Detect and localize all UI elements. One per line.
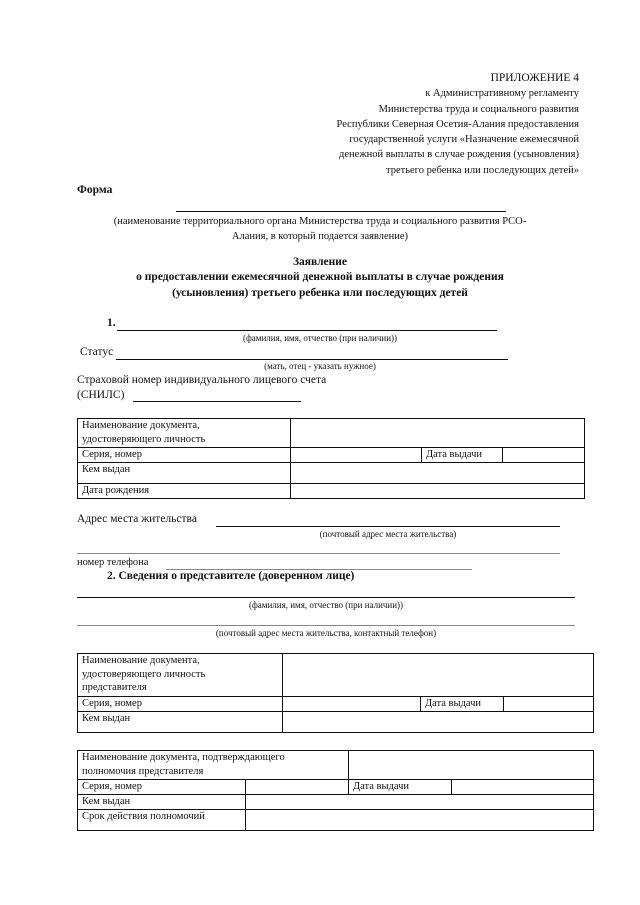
title-line1: Заявление [292, 256, 347, 268]
rep-issue-date-label: Дата выдачи [421, 697, 504, 712]
authority-document-table [77, 750, 594, 831]
appendix-line: Республики Северная Осетия-Алания предоставления [336, 118, 579, 130]
table-row [78, 448, 585, 463]
snils-label-line2: (СНИЛС) [77, 389, 125, 401]
table-row [78, 712, 594, 733]
appendix-line: третьего ребенка или последующих детей» [386, 164, 579, 176]
representative-address-field[interactable] [77, 625, 575, 626]
auth-issued-by-label: Кем выдан [78, 795, 246, 810]
issue-date-cell[interactable] [503, 448, 585, 463]
table-row [78, 780, 594, 795]
representative-address-caption: (почтовый адрес места жительства, контактный телефон) [215, 628, 437, 638]
table-row [78, 751, 594, 780]
birth-date-cell[interactable] [291, 484, 585, 499]
table-row [78, 463, 585, 484]
applicant-fio-field[interactable] [117, 330, 497, 331]
table-row [78, 484, 585, 499]
representative-fio-caption: (фамилия, имя, отчество (при наличии)) [248, 600, 404, 610]
validity-cell[interactable] [246, 810, 594, 831]
status-label: Статус [80, 346, 114, 358]
issue-date-label: Дата выдачи [422, 448, 503, 463]
appendix-line: Министерства труда и социального развития [378, 103, 579, 115]
appendix-block [279, 71, 579, 178]
section2-title: 2. Сведения о представителе (доверенном лице) [107, 570, 355, 582]
doc-name-line1: Наименование документа, [82, 420, 200, 431]
auth-doc-name-line1: Наименование документа, подтверждающего [82, 752, 285, 763]
series-label: Серия, номер [78, 448, 291, 463]
snils-label-line1: Страховой номер индивидуального лицевого счета [77, 374, 327, 386]
rep-doc-name-line2: удостоверяющего личность [82, 668, 206, 680]
address-label: Адрес места жительства [77, 513, 197, 525]
title-line2: о предоставлении ежемесячной денежной выплаты в случае рождения [136, 271, 504, 284]
auth-issue-date-label: Дата выдачи [349, 780, 452, 795]
section1-number: 1. [107, 317, 116, 329]
rep-issued-by-label: Кем выдан [78, 712, 283, 733]
table-row [78, 795, 594, 810]
auth-series-cell[interactable] [246, 780, 349, 795]
status-caption: (мать, отец - указать нужное) [264, 361, 376, 371]
auth-doc-name-cell[interactable] [349, 751, 594, 780]
rep-series-label: Серия, номер [78, 697, 283, 712]
title-line3: (усыновления) третьего ребенка или последующих детей [172, 286, 468, 299]
rep-issue-date-cell[interactable] [504, 697, 594, 712]
document-title [77, 255, 563, 301]
doc-name-line2: удостоверяющего личность [82, 433, 206, 445]
auth-doc-name-line2: полномочия представителя [82, 765, 204, 777]
address-field[interactable] [216, 526, 560, 527]
table-row [78, 419, 585, 448]
doc-name-cell[interactable] [291, 419, 585, 448]
appendix-heading: ПРИЛОЖЕНИЕ 4 [490, 72, 579, 84]
applicant-document-table [77, 418, 585, 499]
rep-issued-by-cell[interactable] [283, 712, 594, 733]
auth-doc-name-label [78, 751, 349, 780]
table-row [78, 810, 594, 831]
status-field[interactable] [116, 359, 508, 360]
address-field-line2[interactable] [77, 553, 560, 554]
auth-issued-by-cell[interactable] [246, 795, 594, 810]
phone-label: номер телефона [77, 557, 149, 568]
snils-label [77, 373, 326, 403]
representative-fio-field[interactable] [77, 597, 575, 598]
rep-doc-name-label [78, 654, 283, 697]
issued-by-label: Кем выдан [78, 463, 291, 484]
series-cell[interactable] [291, 448, 422, 463]
form-label: Форма [77, 184, 113, 196]
validity-label: Срок действия полномочий [78, 810, 246, 831]
auth-issue-date-cell[interactable] [452, 780, 594, 795]
rep-doc-name-line3: представителя [82, 682, 147, 693]
representative-document-table [77, 653, 594, 733]
organ-caption-line2: Алания, в который подается заявление) [231, 231, 409, 242]
birth-date-label: Дата рождения [78, 484, 291, 499]
organ-name-field[interactable] [176, 211, 506, 212]
issued-by-cell[interactable] [291, 463, 585, 484]
applicant-fio-caption: (фамилия, имя, отчество (при наличии)) [242, 333, 398, 343]
appendix-line: к Административному регламенту [425, 88, 579, 100]
organ-caption-line1: (наименование территориального органа Министерства труда и социального развития РСО- [113, 216, 527, 227]
table-row [78, 697, 594, 712]
table-row [78, 654, 594, 697]
rep-doc-name-line1: Наименование документа, [82, 655, 200, 666]
address-caption: (почтовый адрес места жительства) [319, 529, 457, 539]
rep-series-cell[interactable] [283, 697, 421, 712]
doc-name-label [78, 419, 291, 448]
snils-field[interactable] [133, 401, 301, 402]
appendix-line: государственной услуги «Назначение ежемесячной [349, 134, 579, 146]
appendix-line: денежной выплаты в случае рождения (усыновления) [339, 149, 579, 161]
rep-doc-name-cell[interactable] [283, 654, 594, 697]
auth-series-label: Серия, номер [78, 780, 246, 795]
organ-caption [77, 214, 563, 244]
